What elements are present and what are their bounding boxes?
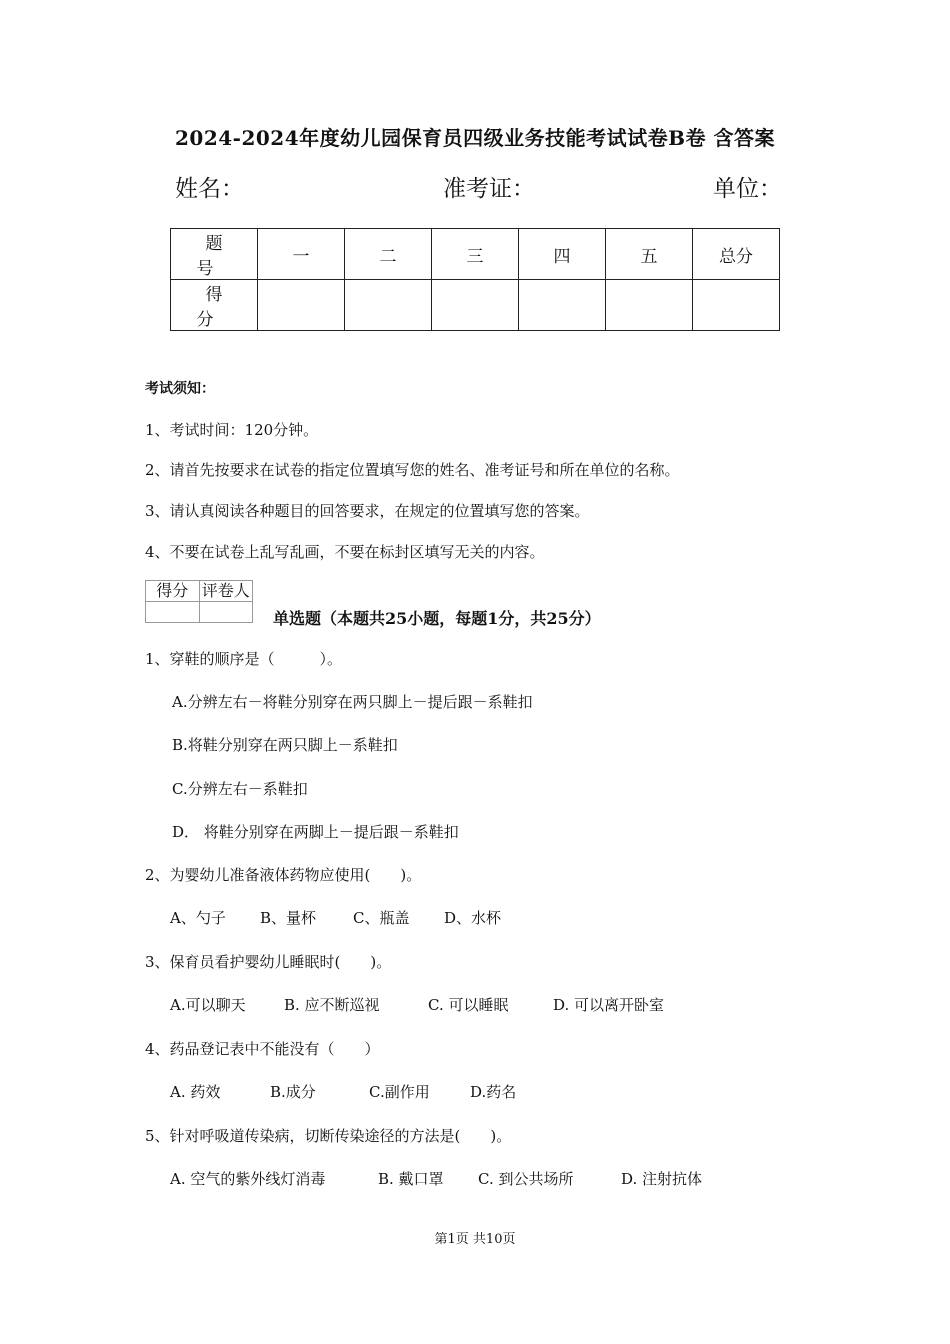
question-option: C、瓶盖 — [353, 909, 410, 927]
score-cell-4[interactable] — [519, 280, 606, 331]
question-stem: 3、保育员看护婴幼儿睡眠时( )。 — [145, 953, 392, 971]
score-table-header-4: 四 — [519, 229, 606, 280]
name-field-label: 姓名： — [175, 176, 244, 202]
question-stem: 4、药品登记表中不能没有（ ） — [145, 1040, 380, 1058]
exam-id-field-label: 准考证： — [443, 176, 535, 202]
question-option: D.药名 — [470, 1083, 517, 1101]
score-table — [170, 228, 780, 331]
score-table-header-1: 一 — [258, 229, 345, 280]
question-option: D． 将鞋分别穿在两脚上－提后跟－系鞋扣 — [172, 823, 459, 841]
question-option: A.可以聊天 — [170, 996, 246, 1014]
notice-item: 1、考试时间：120分钟。 — [145, 421, 319, 439]
score-table-header-3: 三 — [432, 229, 519, 280]
score-table-score-row — [171, 280, 780, 331]
question-option: D、水杯 — [444, 909, 502, 927]
question-option: B. 应不断巡视 — [284, 996, 380, 1014]
question-options-row — [170, 1168, 770, 1190]
question-option: C. 到公共场所 — [478, 1170, 574, 1188]
unit-field-label: 单位： — [713, 176, 782, 202]
question-option: C. 可以睡眠 — [428, 996, 509, 1014]
grader-box-grader-label: 评卷人 — [199, 581, 253, 602]
score-table-header-label: 题 号 — [171, 229, 258, 280]
notice-title: 考试须知： — [145, 381, 215, 397]
notice-item: 2、请首先按要求在试卷的指定位置填写您的姓名、准考证号和所在单位的名称。 — [145, 461, 680, 479]
score-table-header-5: 五 — [606, 229, 693, 280]
question-option: A. 空气的紫外线灯消毒 — [170, 1170, 326, 1188]
score-cell-5[interactable] — [606, 280, 693, 331]
notice-item: 3、请认真阅读各种题目的回答要求，在规定的位置填写您的答案。 — [145, 502, 590, 520]
question-option: D. 注射抗体 — [621, 1170, 703, 1188]
question-stem: 2、为婴幼儿准备液体药物应使用( )。 — [145, 866, 422, 884]
question-option: B.将鞋分别穿在两只脚上－系鞋扣 — [172, 736, 398, 754]
score-table-header-2: 二 — [345, 229, 432, 280]
grader-box-grader-cell[interactable] — [199, 602, 253, 623]
question-options-row — [170, 1081, 770, 1103]
candidate-info-fields — [175, 170, 785, 204]
notice-item: 4、不要在试卷上乱写乱画，不要在标封区填写无关的内容。 — [145, 543, 545, 561]
question-option: A. 药效 — [170, 1083, 221, 1101]
score-cell-2[interactable] — [345, 280, 432, 331]
grader-box-score-label: 得分 — [146, 581, 200, 602]
question-option: D. 可以离开卧室 — [553, 996, 665, 1014]
question-option: B、量杯 — [260, 909, 317, 927]
question-option: A、勺子 — [170, 909, 226, 927]
question-option: C.副作用 — [369, 1083, 430, 1101]
score-cell-total[interactable] — [693, 280, 780, 331]
section-title: 单选题（本题共25小题，每题1分，共25分） — [273, 609, 601, 628]
score-table-row-label: 得 分 — [171, 280, 258, 331]
question-stem: 5、针对呼吸道传染病，切断传染途径的方法是( )。 — [145, 1127, 512, 1145]
question-option: A.分辨左右－将鞋分别穿在两只脚上－提后跟－系鞋扣 — [172, 693, 533, 711]
question-option: B. 戴口罩 — [378, 1170, 444, 1188]
grader-box — [145, 580, 253, 623]
grader-box-score-cell[interactable] — [146, 602, 200, 623]
score-cell-3[interactable] — [432, 280, 519, 331]
question-option: B.成分 — [270, 1083, 316, 1101]
document-title: 2024-2024年度幼儿园保育员四级业务技能考试试卷B卷 含答案 — [175, 126, 775, 150]
page-number-footer: 第1页 共10页 — [434, 1232, 516, 1247]
question-option: C.分辨左右－系鞋扣 — [172, 780, 308, 798]
question-stem: 1、穿鞋的顺序是（ ）。 — [145, 650, 343, 668]
question-options-row — [170, 994, 770, 1016]
score-table-header-total: 总分 — [693, 229, 780, 280]
question-options-row — [170, 907, 770, 929]
score-table-header-row — [171, 229, 780, 280]
